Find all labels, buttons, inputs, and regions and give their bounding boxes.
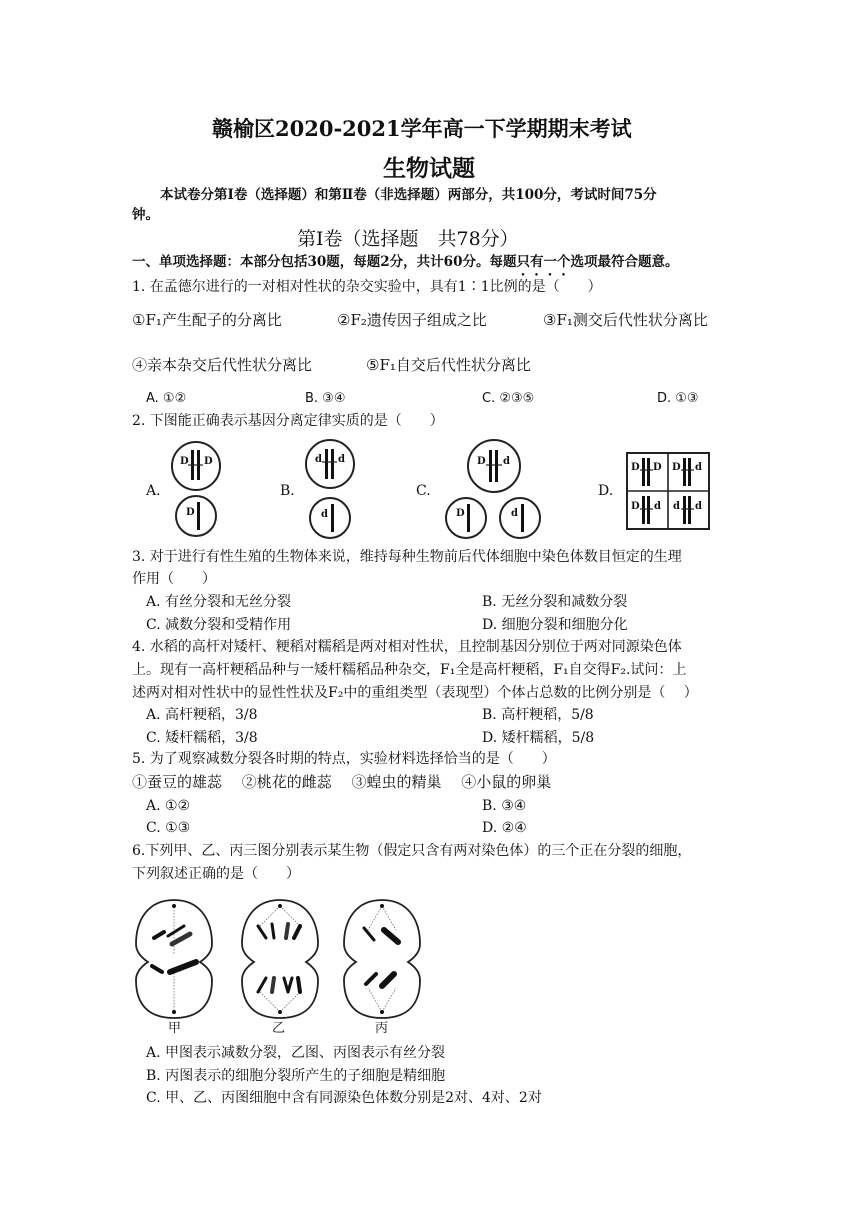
chromatid: [325, 449, 328, 479]
q4-stem-line-2: 上。现有一高杆粳稻品种与一矮杆糯稻品种杂交，F₁全是高杆粳稻，F₁自交得F₂.试问：上: [132, 662, 687, 678]
q3-option-a: A. 有丝分裂和无丝分裂: [146, 594, 292, 610]
gene-label: D: [631, 501, 640, 512]
q1-item-1: ①F₁产生配子的分离比: [132, 311, 282, 329]
gene-label: d: [338, 454, 345, 465]
q2-label-c: C.: [416, 483, 431, 499]
q4-option-b: B. 高杆粳稻，5/8: [482, 707, 594, 723]
gene-label: d: [695, 501, 702, 512]
instruction-post: 选项最符合题意。: [570, 254, 679, 270]
daughter-cell: [310, 498, 350, 538]
q2-label-d: D.: [598, 483, 614, 499]
gene-label: d: [503, 456, 510, 467]
chromatid: [331, 449, 334, 479]
q2-figure-b: [302, 440, 362, 540]
q1-option-c: C. ②③⑤: [482, 391, 535, 406]
q2-figure-d: [626, 452, 710, 530]
q1-stem: 1. 在孟德尔进行的一对相对性状的杂交实验中，具有1∶1比例的是（ ）: [132, 279, 602, 295]
q6-option-a: A. 甲图表示减数分裂，乙图、丙图表示有丝分裂: [146, 1045, 446, 1061]
q3-option-b: B. 无丝分裂和减数分裂: [482, 594, 628, 610]
caption-bing: 丙: [375, 1021, 389, 1036]
gene-label: D: [672, 462, 681, 473]
q2-stem: 2. 下图能正确表示基因分离定律实质的是（ ）: [132, 413, 444, 429]
section-instruction: [132, 253, 678, 279]
q2-figure-c: [446, 440, 546, 540]
q6-stem-line-2: 下列叙述正确的是（ ）: [132, 866, 300, 882]
cell-jia: [136, 900, 212, 1018]
exam-title: 赣榆区2020-2021学年高一下学期期末考试: [212, 116, 632, 141]
gene-label: d: [695, 462, 702, 473]
gene-label: D: [180, 456, 189, 467]
chromatid: [521, 504, 524, 532]
q1-option-a: A. ①②: [146, 391, 187, 406]
q1-item-4: ④亲本杂交后代性状分离比: [132, 356, 313, 374]
instruction-pre: 一、单项选择题：本部分包括30题，每题2分，共计60分。每题: [132, 254, 517, 270]
q1-option-b: B. ③④: [305, 391, 346, 406]
q4-stem-line-3: 述两对相对性状中的显性性状及F₂中的重组类型（表现型）个体占总数的比例分别是（ ）: [132, 685, 698, 701]
q6-option-c: C. 甲、乙、丙图细胞中含有同源染色体数分别是2对、4对、2对: [146, 1090, 542, 1106]
q5-option-b: B. ③④: [482, 798, 527, 814]
q6-figures: [132, 894, 426, 1034]
q5-option-a: A. ①②: [146, 798, 191, 814]
q4-stem-line-1: 4. 水稻的高杆对矮杆、粳稻对糯稻是两对相对性状，且控制基因分别位于两对同源染色体: [132, 639, 682, 655]
q1-item-2: ②F₂遗传因子组成之比: [337, 311, 487, 329]
q5-option-d: D. ②④: [482, 820, 527, 836]
q3-stem-line-2: 作用（ ）: [132, 571, 216, 587]
intro-line-1: 本试卷分第Ⅰ卷（选择题）和第Ⅱ卷（非选择题）两部分，共100分，考试时间75分: [160, 187, 657, 203]
q2-figure-a: [168, 440, 228, 540]
daughter-cell: [176, 496, 216, 536]
chromatid: [489, 450, 492, 482]
q1-item-5: ⑤F₁自交后代性状分离比: [366, 356, 531, 374]
q5-option-c: C. ①③: [146, 820, 191, 836]
q2-label-b: B.: [280, 483, 295, 499]
caption-yi: 乙: [272, 1021, 286, 1036]
gene-label: D: [653, 462, 662, 473]
chromatid: [467, 504, 470, 532]
gene-label: d: [673, 501, 680, 512]
q3-stem-line-1: 3. 对于进行有性生殖的生物体来说，维持每种生物前后代体细胞中染色体数目恒定的生理: [132, 549, 682, 565]
parent-cell: [306, 440, 354, 488]
caption-jia: 甲: [168, 1021, 182, 1036]
q2-label-a: A.: [146, 483, 161, 499]
cell-yi: [242, 900, 318, 1018]
q4-option-a: A. 高杆粳稻，3/8: [146, 707, 258, 723]
q6-stem-line-1: 6.下列甲、乙、丙三图分别表示某生物（假定只含有两对染色体）的三个正在分裂的细胞，: [132, 843, 692, 859]
q3-option-c: C. 减数分裂和受精作用: [146, 617, 292, 633]
chromatid: [331, 504, 334, 532]
q3-option-d: D. 细胞分裂和细胞分化: [482, 617, 628, 633]
section-title: 第Ⅰ卷（选择题 共78分）: [297, 228, 519, 250]
instruction-emphasis: 只有一个: [516, 254, 571, 270]
gene-label: d: [321, 509, 328, 520]
intro-line-2: 钟。: [132, 207, 159, 223]
gene-label: D: [631, 462, 640, 473]
parent-cell: [468, 440, 520, 492]
gene-label: d: [315, 454, 322, 465]
gene-label: D: [456, 508, 465, 519]
gene-label: d: [511, 508, 518, 519]
gene-label: D: [477, 456, 486, 467]
cell-bing: [344, 900, 420, 1018]
q1-option-d: D. ①③: [657, 391, 699, 406]
q5-stem: 5. 为了观察减数分裂各时期的特点，实验材料选择恰当的是（ ）: [132, 751, 556, 767]
gene-label: D: [186, 507, 195, 518]
gene-label: D: [204, 456, 213, 467]
exam-subtitle: 生物试题: [383, 155, 475, 182]
q5-items: ①蚕豆的雄蕊 ②桃花的雌蕊 ③蝗虫的精巢 ④小鼠的卵巢: [132, 773, 552, 791]
chromatid: [197, 502, 200, 530]
gene-label: d: [654, 501, 661, 512]
daughter-cell: [446, 498, 486, 538]
chromatid: [495, 450, 498, 482]
q4-option-c: C. 矮杆糯稻，3/8: [146, 730, 258, 746]
daughter-cell: [500, 498, 540, 538]
q4-option-d: D. 矮杆糯稻，5/8: [482, 730, 595, 746]
q1-item-3: ③F₁测交后代性状分离比: [543, 311, 708, 329]
q6-option-b: B. 丙图表示的细胞分裂所产生的子细胞是精细胞: [146, 1068, 446, 1084]
